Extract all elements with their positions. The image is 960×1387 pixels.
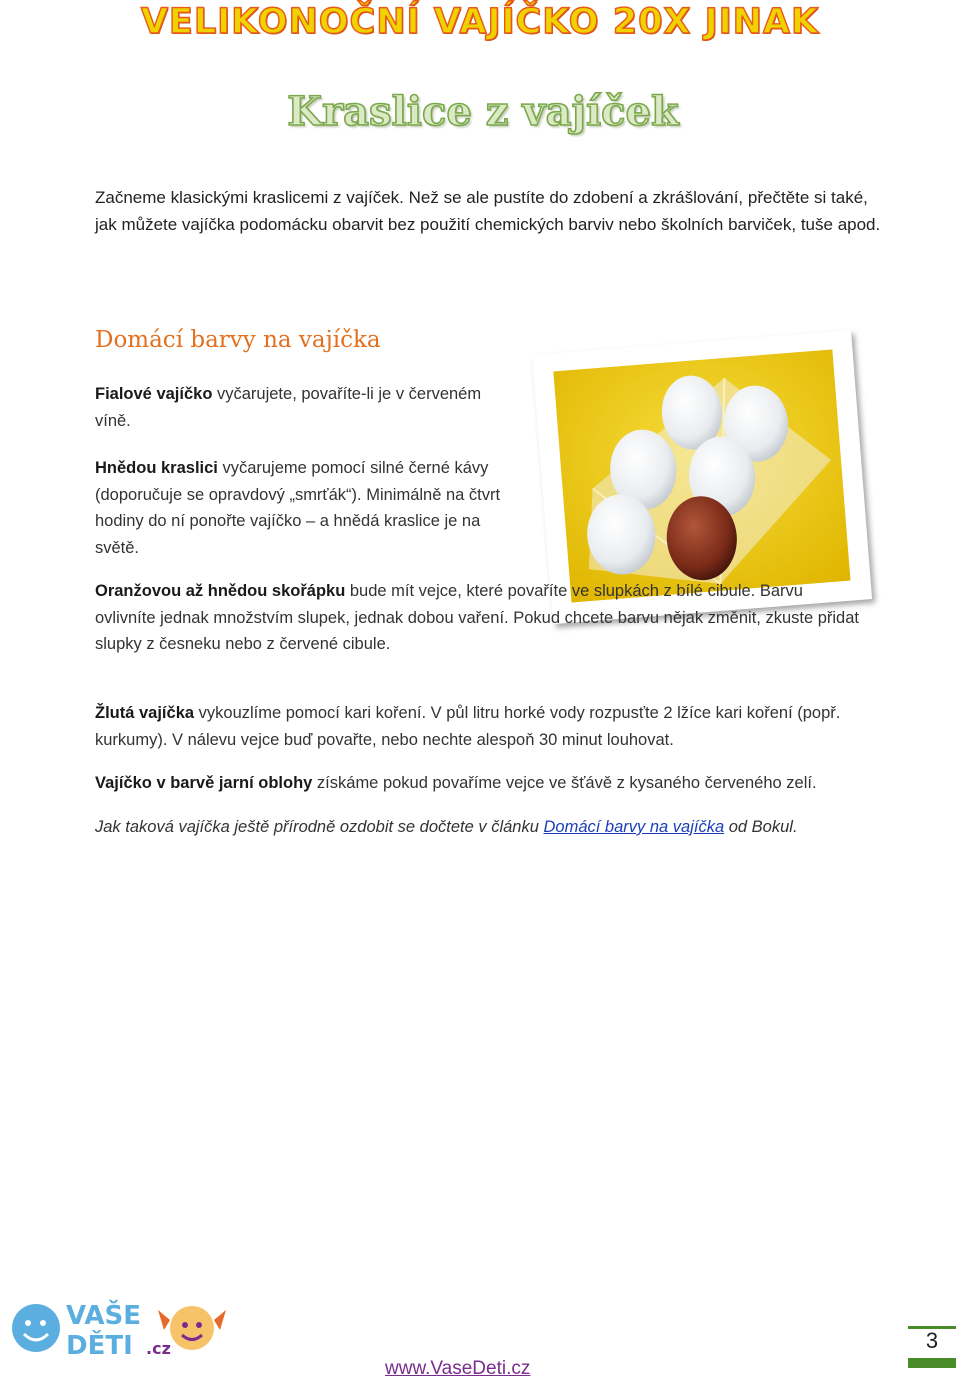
intro-paragraph: Začneme klasickými kraslicemi z vajíček. Než se ale pustíte do zdobení a zkrášlování, přečtěte si také, jak můžete vajíčka podomácku obarvit bez použití chemických barviv nebo školních barviček, tuše apod.: [95, 188, 881, 234]
page-title: Kraslice z vajíček: [287, 88, 679, 135]
logo-suffix: .cz: [146, 1339, 171, 1358]
section-heading: Domácí barvy na vajíčka: [95, 327, 381, 353]
paragraph-brown-egg: Hnědou kraslici vyčarujeme pomocí silné černé kávy (doporučuje se opravdový „smrťák“). Minimálně na čtvrt hodiny do ní ponořte vajíčko – a hnědá kraslice je na světě.: [95, 459, 501, 557]
footer-website-link[interactable]: www.VaseDeti.cz: [385, 1358, 531, 1379]
page-number: 3: [925, 1328, 939, 1353]
paragraph-yellow-egg: Žlutá vajíčka vykouzlíme pomocí kari koření. V půl litru horké vody rozpusťte 2 lžíce kari koření (popř. kurkumy). V nálevu vejce buď povařte, nebo nechte alespoň 30 minut louhovat.: [95, 704, 841, 749]
eggs-photo: [553, 349, 850, 602]
logo-word-vase: VAŠE: [66, 1301, 141, 1331]
paragraph-sky-blue-egg: Vajíčko v barvě jarní oblohy získáme pokud povaříme vejce ve šťávě z kysaného červeného zelí.: [95, 774, 817, 792]
page-number-box: [908, 1326, 956, 1368]
paragraph-orange-egg: Oranžovou až hnědou skořápku bude mít vejce, které povaříte ve slupkách z bílé cibule. Barvu ovlivníte jednak množstvím slupek, jednak dobou vaření. Pokud chcete barvu nějak změnit, zkuste přidat slupky z česneku nebo z červené cibule.: [95, 582, 859, 653]
paragraph-purple-egg: Fialové vajíčko vyčarujete, povaříte-li je v červeném víně.: [95, 385, 482, 430]
logo-word-deti: DĚTI: [66, 1331, 133, 1361]
article-link[interactable]: Domácí barvy na vajíčka: [543, 818, 725, 836]
page-number-bottom-bar: [908, 1358, 956, 1368]
paragraph-article-reference: Jak taková vajíčka ještě přírodně ozdobit se dočtete v článku Domácí barvy na vajíčka od Bokul.: [95, 818, 798, 836]
vasedeti-logo: [6, 1290, 246, 1370]
document-header-title: VELIKONOČNÍ VAJÍČKO 20X JINAK: [140, 2, 820, 42]
